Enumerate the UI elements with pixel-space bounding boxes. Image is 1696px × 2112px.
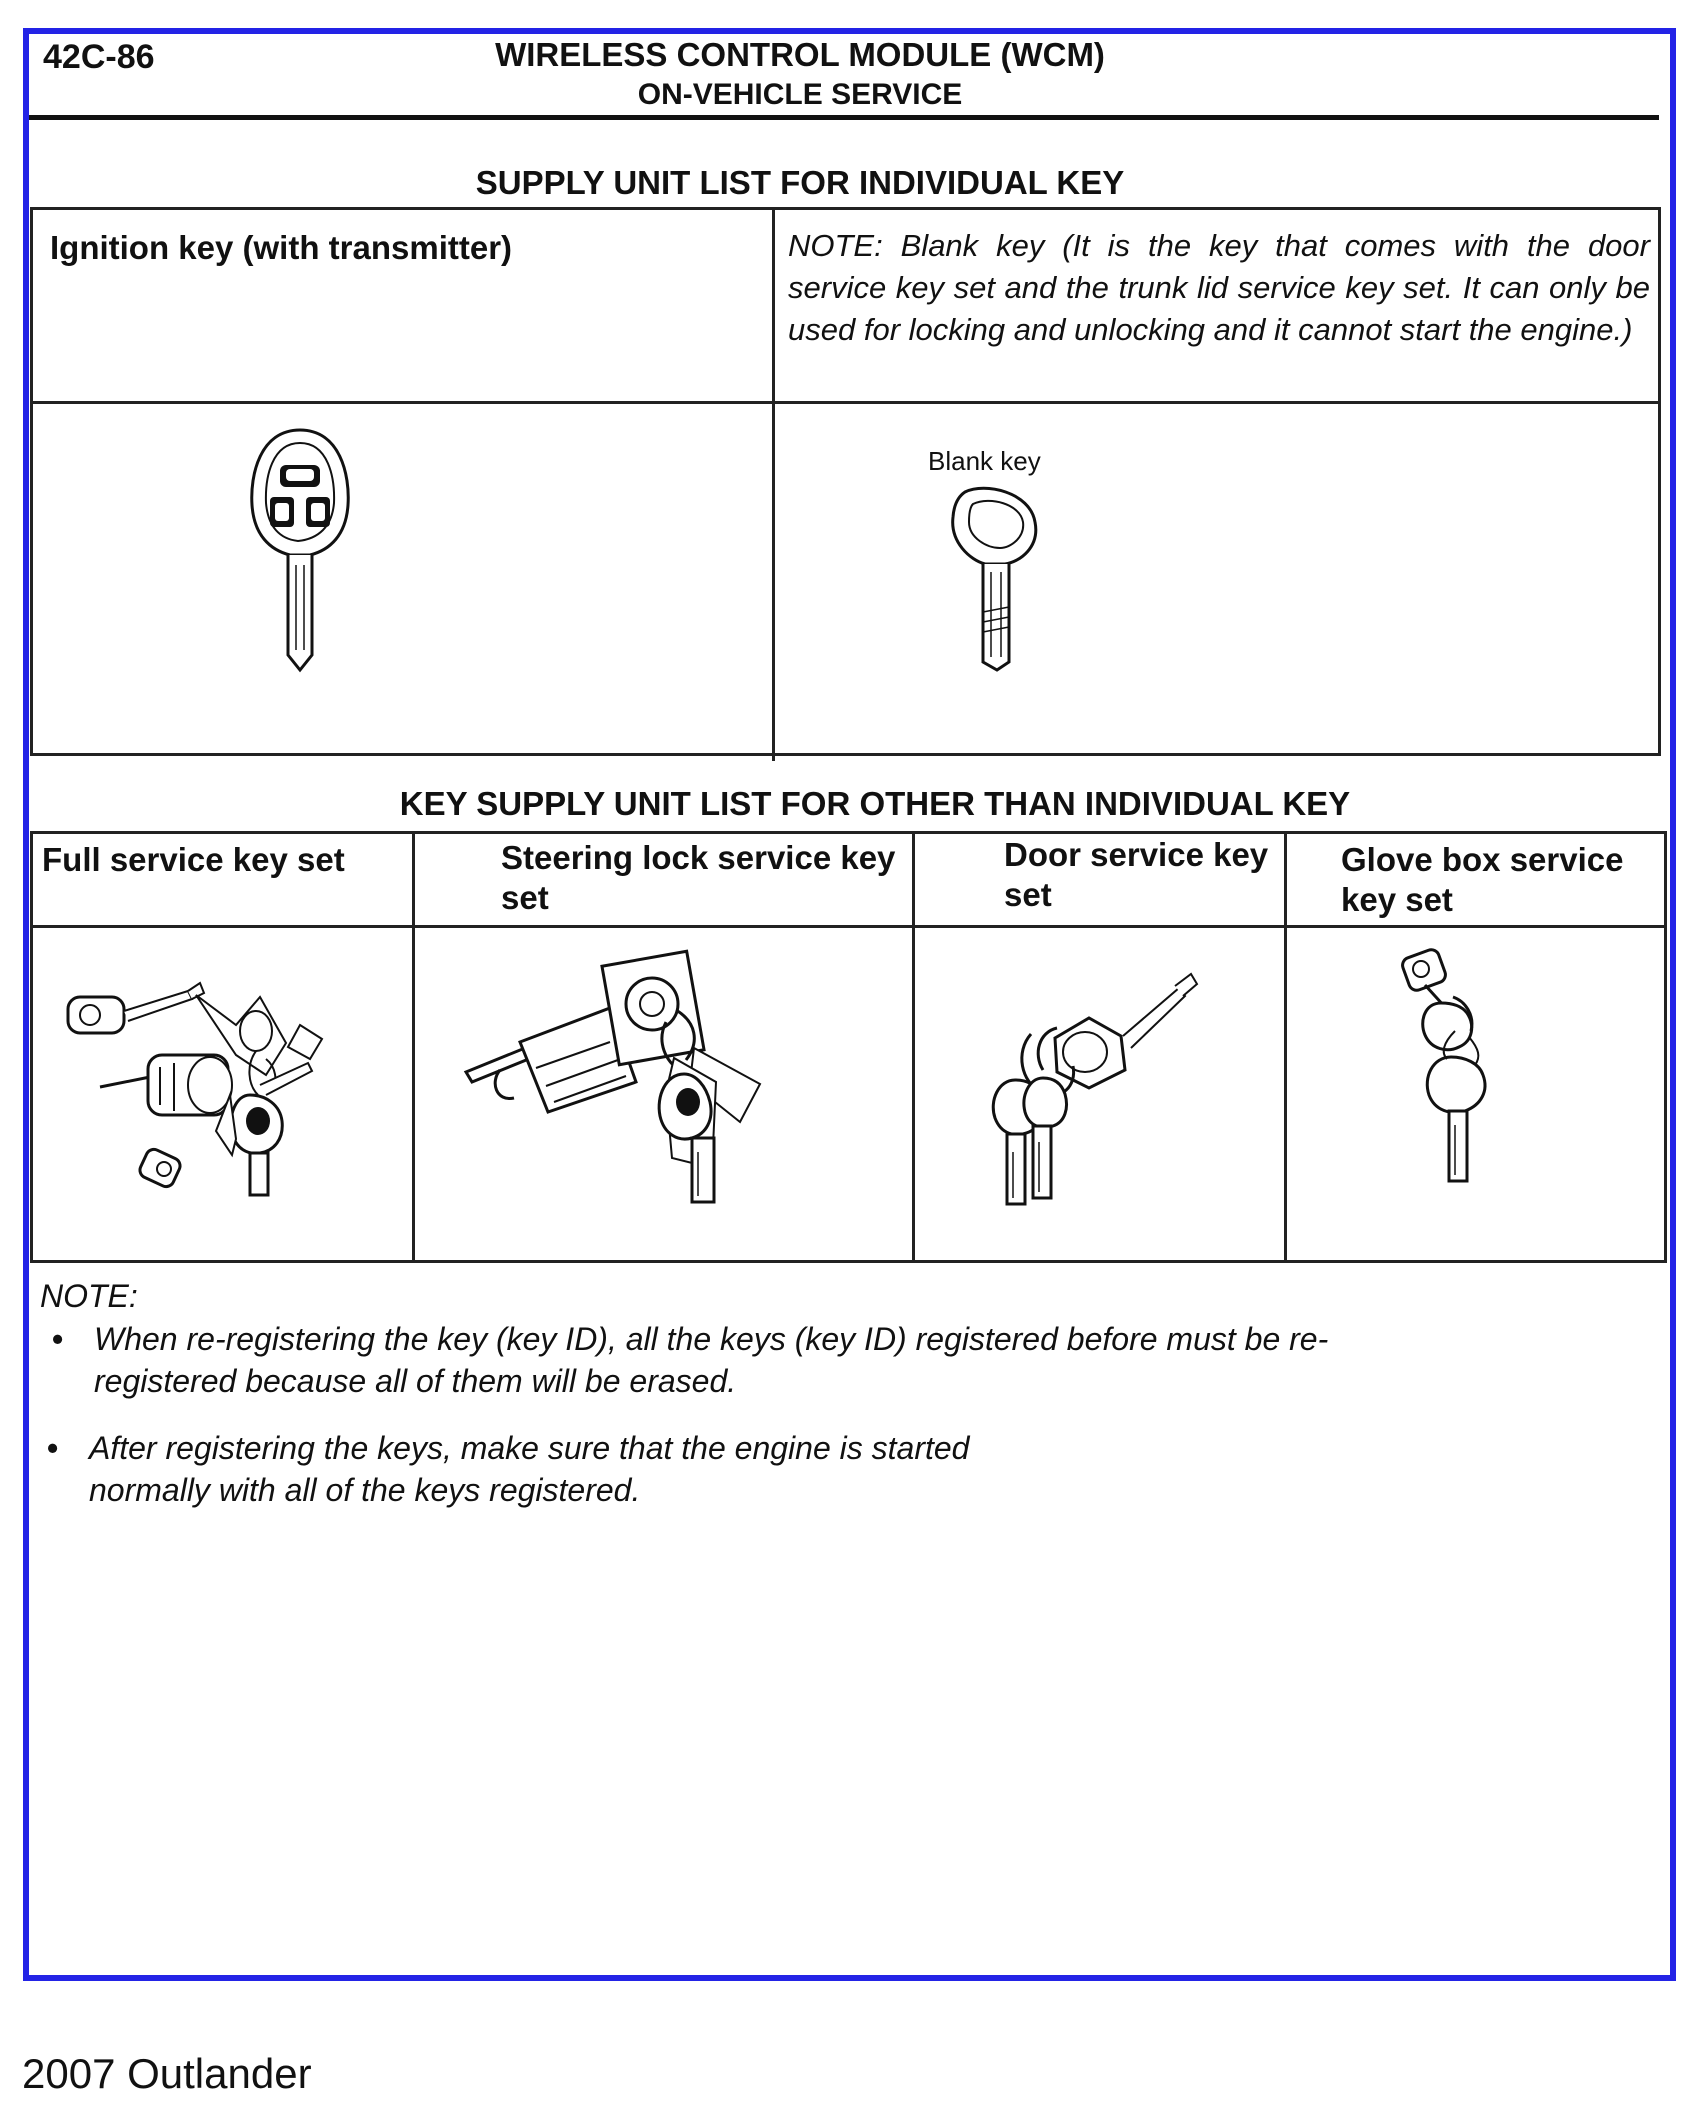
notes-heading: NOTE:: [40, 1278, 138, 1314]
table1-row-rule: [30, 401, 1658, 404]
blank-key-illustration: [945, 482, 1045, 672]
bullet-icon: •: [52, 1321, 64, 1357]
page-number: 42C-86: [43, 38, 155, 76]
blank-key-label: Blank key: [928, 446, 1041, 476]
footer-model: 2007 Outlander: [22, 2050, 312, 2097]
note-item-text: When re-registering the key (key ID), all the keys (key ID) registered before must be re-registered because all of them will be erased.: [94, 1321, 1329, 1399]
table2-divider-2: [912, 831, 915, 1263]
header-rule: [29, 115, 1659, 120]
note-item: [52, 1318, 1334, 1402]
note-item: [47, 1427, 1009, 1511]
table2-divider-3: [1284, 831, 1287, 1263]
ignition-key-label: Ignition key (with transmitter): [50, 229, 513, 266]
table1-divider: [772, 207, 775, 761]
table2-bottom-border: [30, 1260, 1667, 1263]
blank-key-note: NOTE: Blank key (It is the key that comes with the door service key set and the trunk lid service key set. It can only be used for locking and unlocking and it cannot start the engine.): [788, 228, 1650, 347]
col-full-service-key-set: Full service key set: [42, 841, 345, 878]
col-glove-box-service-key-set: Glove box service key set: [1341, 841, 1624, 918]
table1-left-border: [30, 207, 33, 756]
full-service-key-set-illustration: [60, 955, 370, 1205]
table2-top-border: [30, 831, 1667, 834]
table2-left-border: [30, 831, 33, 1263]
section-title-other-keys: KEY SUPPLY UNIT LIST FOR OTHER THAN INDIVIDUAL KEY: [399, 785, 1351, 822]
section-title-individual-key: SUPPLY UNIT LIST FOR INDIVIDUAL KEY: [475, 164, 1125, 201]
table1-bottom-border: [30, 753, 1661, 756]
page-subtitle: ON-VEHICLE SERVICE: [637, 78, 963, 111]
table2-divider-1: [412, 831, 415, 1263]
col-steering-lock-service-key-set: Steering lock service key set: [501, 839, 896, 916]
table2-right-border: [1664, 831, 1667, 1263]
table1-top-border: [30, 207, 1660, 210]
table1-right-border: [1658, 207, 1661, 756]
door-service-key-set-illustration: [985, 962, 1215, 1222]
bullet-icon: •: [47, 1430, 59, 1466]
page-title: WIRELESS CONTROL MODULE (WCM): [495, 36, 1105, 73]
ignition-key-illustration: [240, 425, 360, 675]
steering-lock-service-key-set-illustration: [460, 952, 800, 1232]
glove-box-service-key-set-illustration: [1395, 945, 1525, 1195]
note-item-text: After registering the keys, make sure that the engine is started normally with all of the keys registered.: [89, 1430, 970, 1508]
col-door-service-key-set: Door service key set: [1004, 836, 1269, 913]
table2-row-rule: [30, 925, 1667, 928]
